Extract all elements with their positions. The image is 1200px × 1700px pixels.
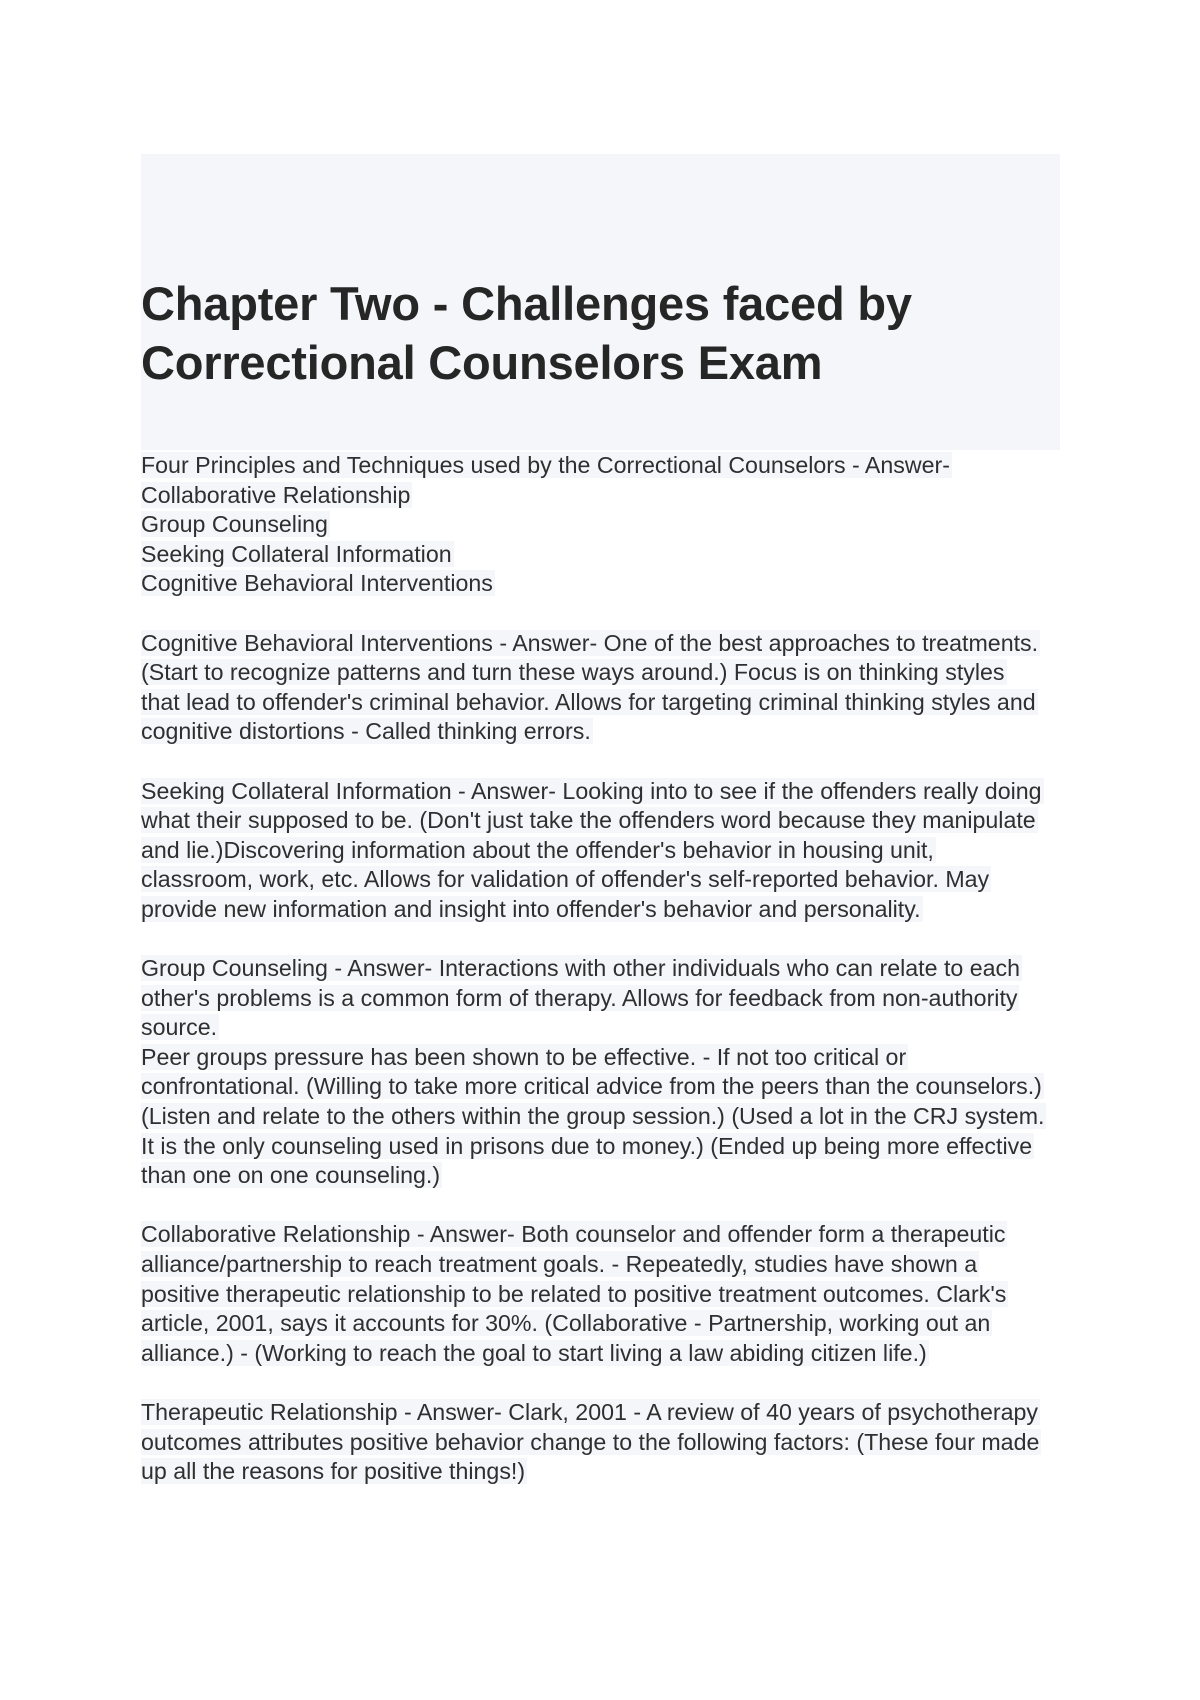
title-line: Correctional Counselors Exam [141,336,823,389]
paragraph-collateral-information [141,777,1071,925]
paragraph-line: than one on one counseling.) [141,1162,441,1189]
paragraph-line: that lead to offender's criminal behavior. Allows for targeting criminal thinking styles and [141,688,1036,715]
paragraph-line: Cognitive Behavioral Interventions [141,570,493,597]
paragraph-line: Seeking Collateral Information [141,540,452,567]
paragraph-line: (Start to recognize patterns and turn these ways around.) Focus is on thinking styles [141,659,1005,686]
paragraph-line: source. [141,1014,218,1041]
paragraph-line: up all the reasons for positive things!) [141,1458,526,1485]
paragraph-therapeutic-relationship [141,1398,1071,1487]
paragraph-line: and lie.)Discovering information about the offender's behavior in housing unit, [141,836,934,863]
paragraph-line: what their supposed to be. (Don't just take the offenders word because they manipulate [141,807,1036,834]
paragraph-line: other's problems is a common form of therapy. Allows for feedback from non-authority [141,984,1018,1011]
paragraph-line: Therapeutic Relationship - Answer- Clark, 2001 - A review of 40 years of psychotherapy [141,1399,1039,1425]
paragraph-line: Group Counseling [141,511,328,538]
paragraph-collaborative-relationship [141,1220,1071,1368]
paragraph-line: (Listen and relate to the others within the group session.) (Used a lot in the CRJ system. [141,1103,1045,1130]
title-line: Chapter Two - Challenges faced by [141,277,912,330]
paragraph-line: positive therapeutic relationship to be related to positive treatment outcomes. Clark's [141,1280,1007,1307]
paragraph-line: Peer groups pressure has been shown to be effective. - If not too critical or [141,1043,907,1070]
paragraph-group-counseling [141,954,1071,1191]
page-title [141,274,1060,392]
paragraph-line: article, 2001, says it accounts for 30%. (Collaborative - Partnership, working out an [141,1310,991,1337]
paragraph-line: outcomes attributes positive behavior change to the following factors: (These four made [141,1428,1040,1455]
paragraph-line: alliance/partnership to reach treatment goals. - Repeatedly, studies have shown a [141,1251,978,1278]
paragraph-line: Collaborative Relationship [141,481,411,508]
paragraph-line: classroom, work, etc. Allows for validation of offender's self-reported behavior. May [141,866,990,893]
paragraph-line: Cognitive Behavioral Interventions - Answer- One of the best approaches to treatments. [141,629,1039,656]
paragraph-line: cognitive distortions - Called thinking errors. [141,718,591,745]
paragraph-line: provide new information and insight into offender's behavior and personality. [141,895,921,922]
document-body [141,451,1071,1516]
paragraph-four-principles [141,451,1071,599]
paragraph-line: It is the only counseling used in prisons due to money.) (Ended up being more effective [141,1132,1033,1159]
paragraph-line: Seeking Collateral Information - Answer- Looking into to see if the offenders really doing [141,777,1042,804]
paragraph-line: Group Counseling - Answer- Interactions with other individuals who can relate to each [141,955,1021,982]
paragraph-line: confrontational. (Willing to take more critical advice from the peers than the counselors.) [141,1073,1042,1100]
paragraph-line: Four Principles and Techniques used by the Correctional Counselors - Answer- [141,452,950,478]
paragraph-line: alliance.) - (Working to reach the goal to start living a law abiding citizen life.) [141,1339,927,1366]
paragraph-cognitive-behavioral [141,629,1071,747]
paragraph-line: Collaborative Relationship - Answer- Both counselor and offender form a therapeutic [141,1221,1006,1248]
